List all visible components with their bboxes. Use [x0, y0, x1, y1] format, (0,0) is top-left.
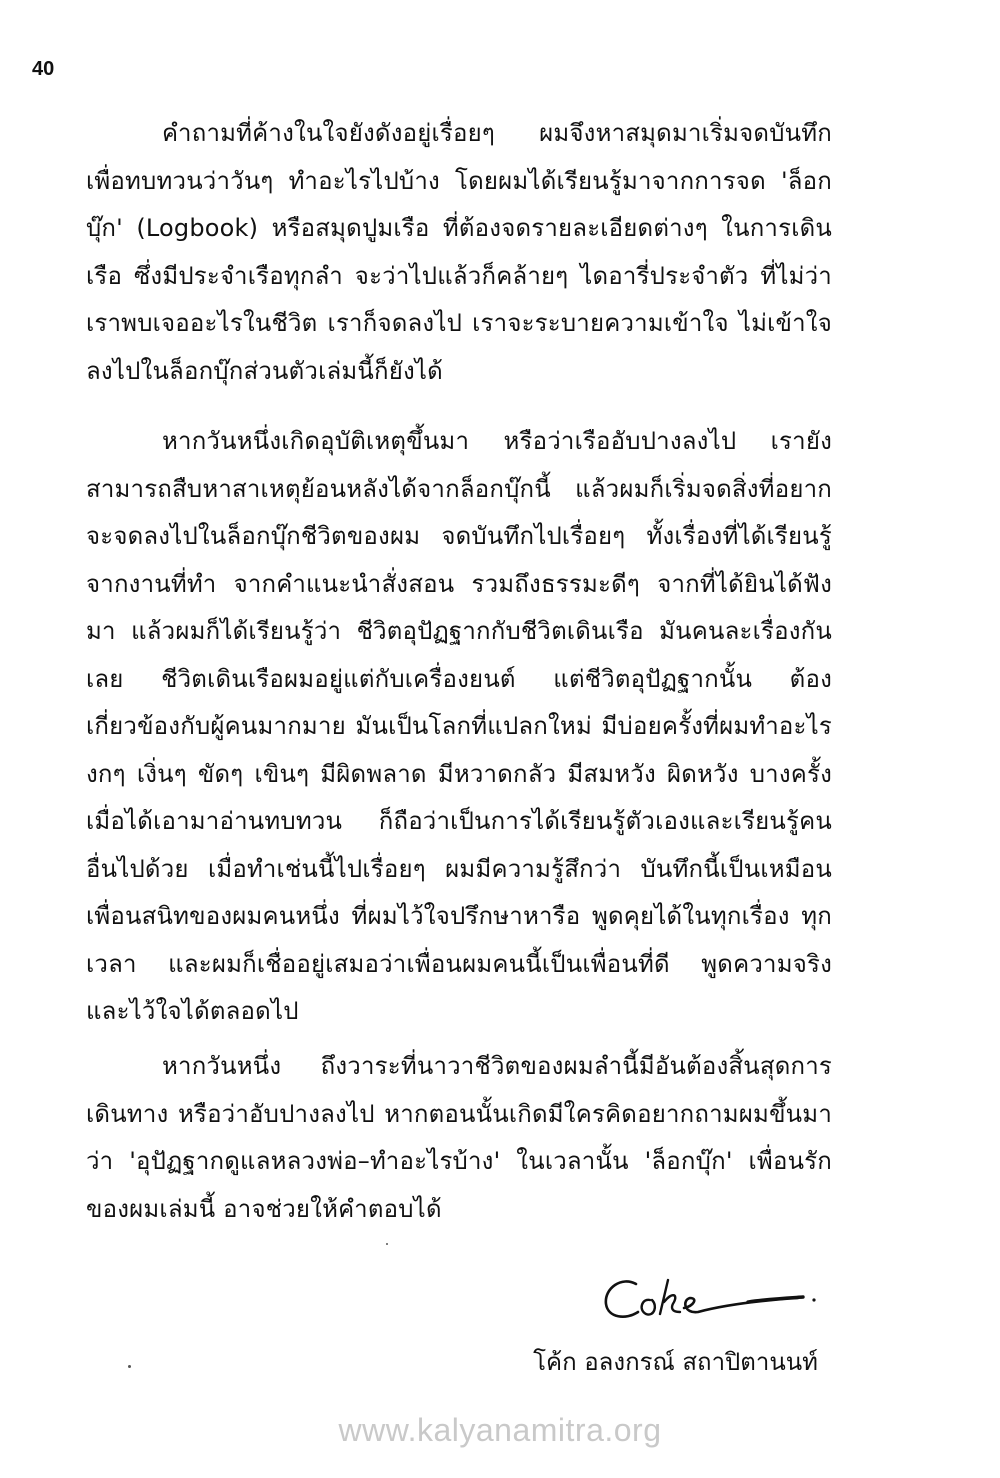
website-watermark: www.kalyanamitra.org — [338, 1412, 662, 1448]
handwritten-signature — [598, 1262, 818, 1332]
scan-speck — [128, 1365, 131, 1368]
body-container-2 — [86, 418, 832, 1036]
page-number: 40 — [32, 58, 55, 80]
paragraph-3: หากวันหนึ่ง ถึงวาระที่นาวาชีวิตของผมลำนี้มีอันต้องสิ้นสุดการเดินทาง หรือว่าอับปางลงไป หากตอนนั้นเกิดมีใครคิดอยากถามผมขึ้นมาว่า 'อุปัฏฐากดูแลหลวงพ่อ–ทำอะไรบ้าง' ในเวลานั้น 'ล็อกบุ๊ก' เพื่อนรักของผมเล่มนี้ อาจช่วยให้คำตอบได้ — [86, 1052, 832, 1223]
scan-speck — [386, 1243, 388, 1245]
paragraph-2: หากวันหนึ่งเกิดอุบัติเหตุขึ้นมา หรือว่าเรืออับปางลงไป เรายังสามารถสืบหาสาเหตุย้อนหลังได้จากล็อกบุ๊กนี้ แล้วผมก็เริ่มจดสิ่งที่อยากจะจดลงไปในล็อกบุ๊กชีวิตของผม จดบันทึกไปเรื่อยๆ ทั้งเรื่องที่ได้เรียนรู้จากงานที่ทำ จากคำแนะนำสั่งสอน รวมถึงธรรมะดีๆ จากที่ได้ยินได้ฟังมา แล้วผมก็ได้เรียนรู้ว่า ชีวิตอุปัฏฐากกับชีวิตเดินเรือ มันคนละเรื่องกันเลย ชีวิตเดินเรือผมอยู่แต่กับเครื่องยนต์ แต่ชีวิตอุปัฏฐากนั้น ต้องเกี่ยวข้องกับผู้คนมากมาย มันเป็นโลกที่แปลกใหม่ มีบ่อยครั้งที่ผมทำอะไรงกๆ เงิ่นๆ ขัดๆ เขินๆ มีผิดพลาด มีหวาดกลัว มีสมหวัง ผิดหวัง บางครั้งเมื่อได้เอามาอ่านทบทวน ก็ถือว่าเป็นการได้เรียนรู้ตัวเองและเรียนรู้คนอื่นไปด้วย เมื่อทำเช่นนี้ไปเรื่อยๆ ผมมีความรู้สึกว่า บันทึกนี้เป็นเหมือนเพื่อนสนิทของผมคนหนึ่ง ที่ผมไว้ใจปรึกษาหารือ พูดคุยได้ในทุกเรื่อง ทุกเวลา และผมก็เชื่ออยู่เสมอว่าเพื่อนผมคนนี้เป็นเพื่อนที่ดี พูดความจริง และไว้ใจได้ตลอดไป — [86, 427, 832, 1025]
body-container-1 — [86, 110, 832, 395]
paragraph-1: คำถามที่ค้างในใจยังดังอยู่เรื่อยๆ ผมจึงหาสมุดมาเริ่มจดบันทึก เพื่อทบทวนว่าวันๆ ทำอะไรไปบ้าง โดยผมได้เรียนรู้มาจากการจด 'ล็อกบุ๊ก' (Logbook) หรือสมุดปูมเรือ ที่ต้องจดรายละเอียดต่างๆ ในการเดินเรือ ซึ่งมีประจำเรือทุกลำ จะว่าไปแล้วก็คล้ายๆ ไดอารี่ประจำตัว ที่ไม่ว่าเราพบเจออะไรในชีวิต เราก็จดลงไป เราจะระบายความเข้าใจ ไม่เข้าใจ ลงไปในล็อกบุ๊กส่วนตัวเล่มนี้ก็ยังได้ — [86, 119, 832, 385]
author-name: โค้ก อลงกรณ์ สถาปิตานนท์ — [533, 1348, 818, 1376]
body-container-3 — [86, 1043, 832, 1233]
